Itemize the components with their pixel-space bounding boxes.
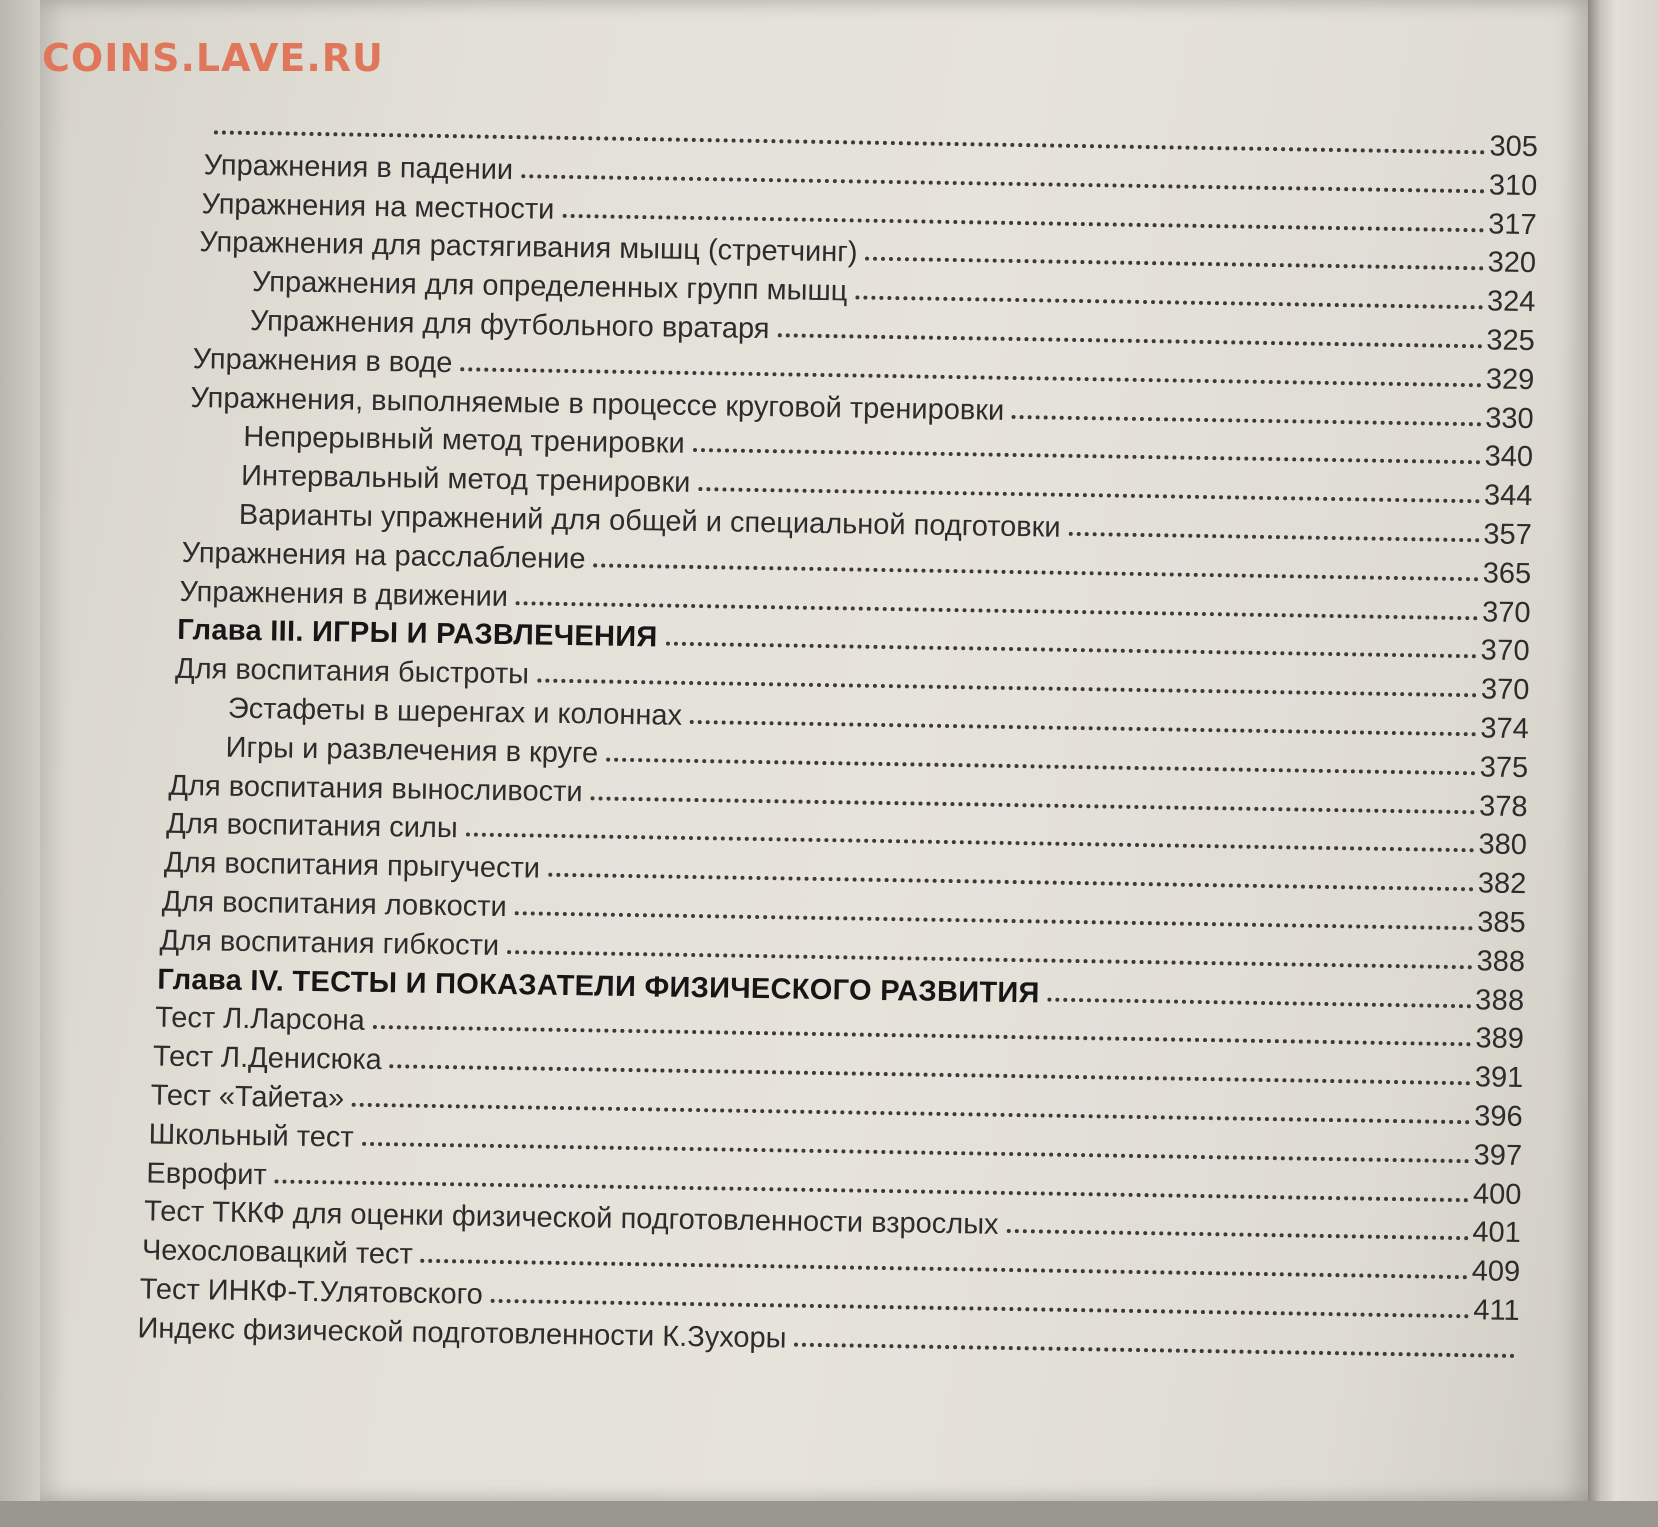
toc-page-number: 365 [1482, 557, 1532, 590]
toc-page-number: 324 [1486, 285, 1536, 319]
toc-page-number: 409 [1471, 1255, 1521, 1289]
toc-entry-title: Для воспитания быстроты [174, 653, 530, 691]
toc-page-number: 320 [1487, 246, 1537, 280]
toc-entry-title: Игры и развлечения в круге [225, 731, 599, 770]
toc-page-number: 370 [1481, 595, 1531, 629]
toc-entry-title: Упражнения в движении [179, 575, 509, 613]
toc-page-number: 378 [1478, 789, 1528, 823]
toc-page-number: 317 [1488, 208, 1537, 241]
toc-page-number: 388 [1474, 983, 1525, 1017]
toc-entry-title: Для воспитания выносливости [168, 769, 583, 808]
watermark: COINS.LAVE.RU [42, 36, 384, 80]
toc-entry-title: Глава IV. ТЕСТЫ И ПОКАЗАТЕЛИ ФИЗИЧЕСКОГО РАЗВИТИЯ [157, 963, 1040, 1010]
toc-entry-title: Упражнения для определенных групп мышц [251, 266, 848, 308]
toc-entry-title: Чехословацкий тест [141, 1234, 414, 1271]
toc-entry-title: Упражнения для растягивания мышц (стретчинг) [199, 226, 858, 269]
toc-entry-title: Для воспитания гибкости [159, 924, 500, 962]
toc-page-number: 396 [1474, 1100, 1523, 1134]
toc-entry-title: Упражнения для футбольного вратаря [249, 304, 770, 346]
toc-entry-title: Эстафеты в шеренгах и колоннах [227, 692, 683, 732]
toc-entry-title: Упражнения на местности [201, 187, 555, 226]
toc-page-number: 375 [1479, 751, 1529, 784]
toc-entry-title: Тест ИНКФ-Т.Улятовского [139, 1273, 483, 1311]
toc-entry-title: Упражнения, выполняемые в процессе круговой тренировки [190, 381, 1005, 427]
toc-page-number: 330 [1484, 401, 1534, 435]
toc-entry-title: Упражнения в воде [192, 342, 453, 379]
toc-page-number: 305 [1489, 130, 1539, 164]
toc-entry-title: Непрерывный метод тренировки [243, 421, 685, 461]
toc-page-number: 401 [1472, 1216, 1522, 1250]
toc-entry-title: Для воспитания прыгучести [163, 846, 541, 885]
toc-page-number: 411 [1473, 1294, 1520, 1328]
toc-page-number: 397 [1473, 1139, 1523, 1172]
toc-page-number: 388 [1476, 945, 1526, 978]
toc-page-number: 385 [1477, 906, 1526, 940]
toc-entry-title: Упражнения на расслабление [181, 536, 586, 576]
toc-page-number: 389 [1475, 1022, 1525, 1056]
toc-entry-title: Школьный тест [148, 1118, 354, 1154]
toc-entry-title: Интервальный метод тренировки [240, 460, 691, 500]
toc-page-number: 310 [1488, 169, 1538, 202]
toc-page-number: 391 [1474, 1061, 1524, 1095]
toc-page-number: 325 [1486, 324, 1536, 358]
toc-entry-title: Для воспитания силы [166, 808, 458, 845]
toc-entry-title: Тест Л.Денисюка [152, 1040, 383, 1077]
toc-entry-title: Еврофит [146, 1157, 267, 1191]
toc-entry-title: Упражнения в падении [203, 149, 514, 186]
toc-page-number: 370 [1480, 673, 1530, 707]
toc-entry-title: Индекс физической подготовленности К.Зухоры [137, 1312, 787, 1355]
toc-page-number: 357 [1483, 518, 1533, 552]
toc-entry-title: Тест Л.Ларсона [154, 1001, 365, 1038]
toc-page-number: 344 [1483, 479, 1533, 513]
toc-page-number: 400 [1472, 1177, 1522, 1211]
toc-entry-title: Тест «Тайета» [150, 1079, 345, 1115]
toc-page-number: 380 [1478, 828, 1528, 862]
toc-page-number: 329 [1485, 363, 1535, 396]
toc-entry-title: Глава III. ИГРЫ И РАЗВЛЕЧЕНИЯ [177, 614, 658, 654]
toc-page-number: 374 [1480, 712, 1529, 746]
toc-entry-title: Варианты упражнений для общей и специальной подготовки [238, 498, 1061, 544]
toc-page-number: 340 [1484, 440, 1534, 474]
toc-entry-title: Тест ТККФ для оценки физической подготовленности взрослых [143, 1195, 999, 1242]
toc-page-number: 370 [1480, 634, 1531, 668]
toc-entry-title: Для воспитания ловкости [161, 885, 507, 924]
toc-page-number: 382 [1477, 867, 1527, 901]
toc-dot-leader [794, 1342, 1515, 1357]
